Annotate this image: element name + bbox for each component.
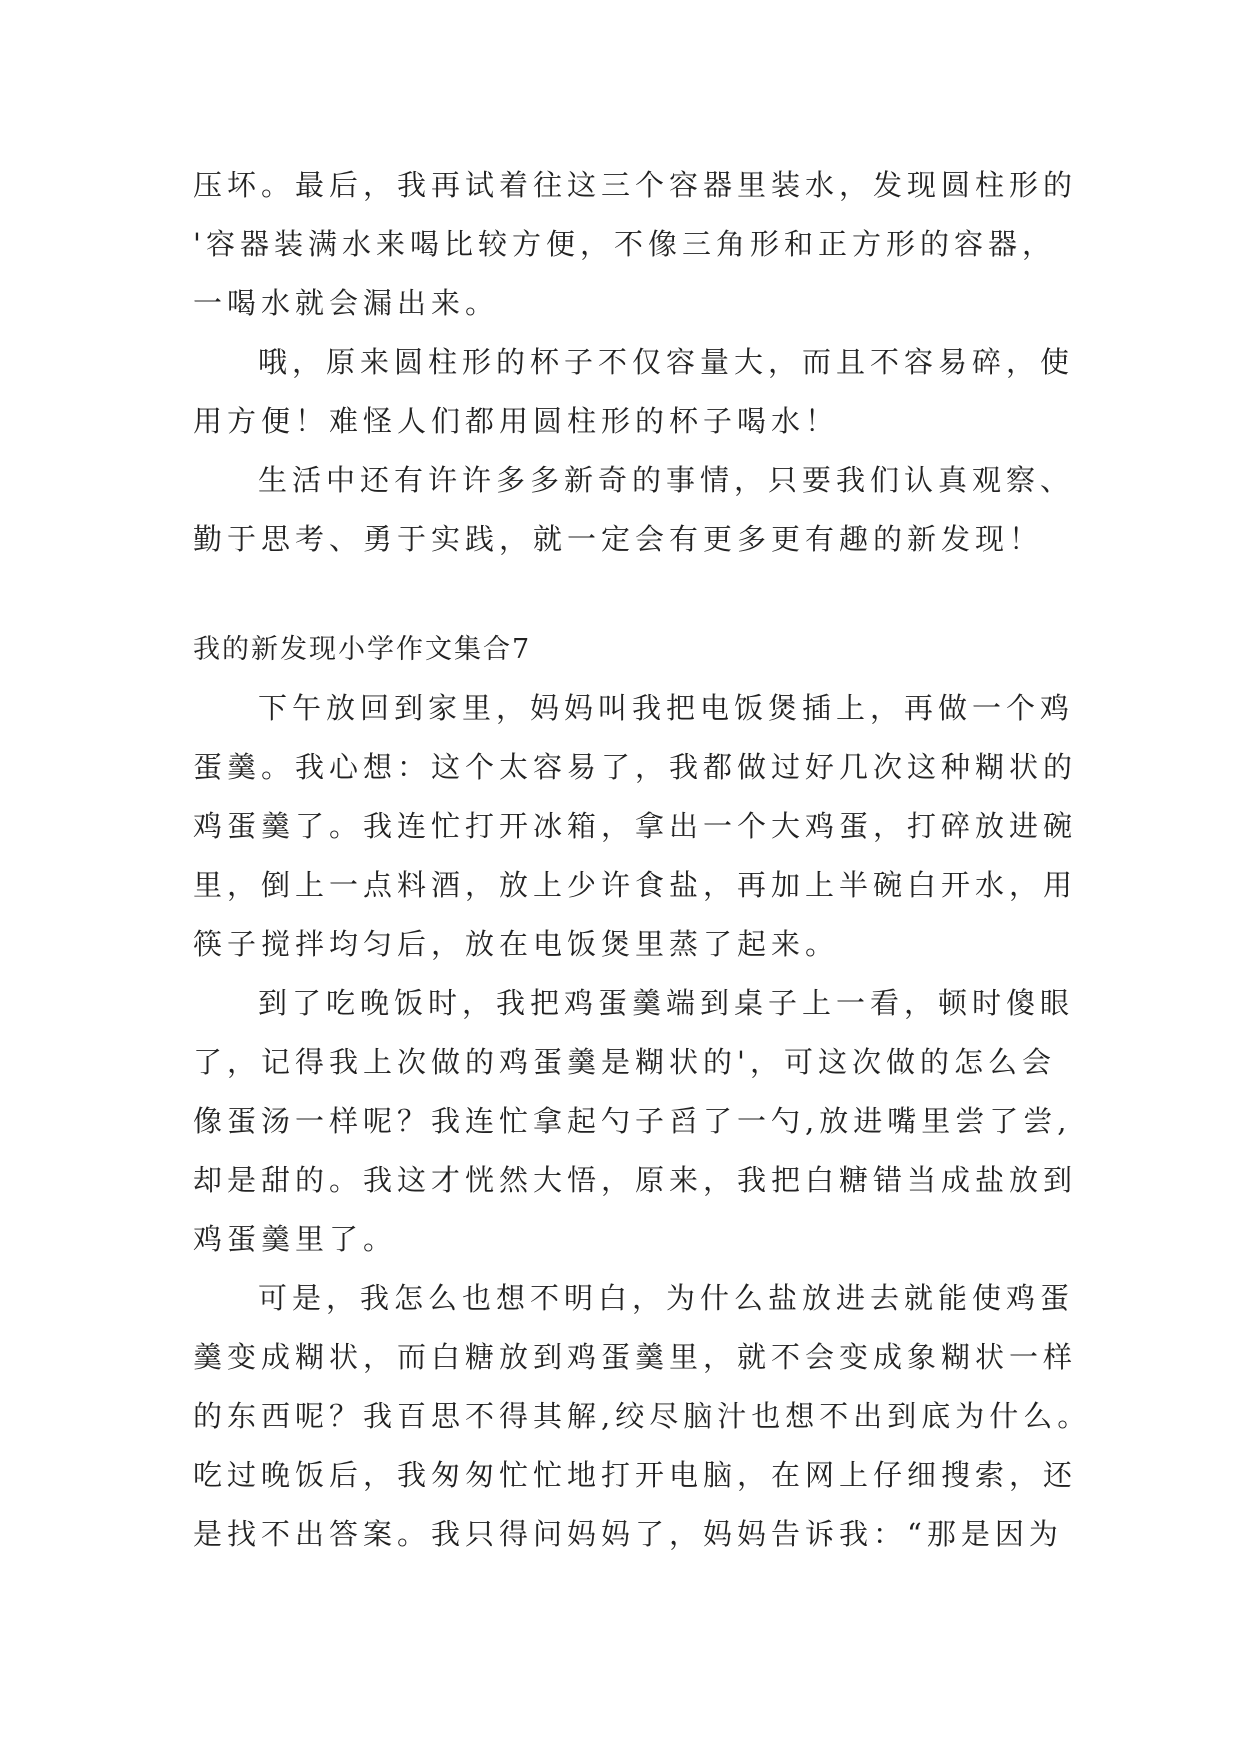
text-line: 却是甜的。我这才恍然大悟，原来，我把白糖错当成盐放到 bbox=[193, 1163, 1078, 1197]
paragraph-first-line: 生活中还有许许多多新奇的事情，只要我们认真观察、 bbox=[258, 463, 1075, 497]
text-line: 了，记得我上次做的鸡蛋羹是糊状的'，可这次做的怎么会 bbox=[193, 1045, 1056, 1079]
paragraph-first-line: 哦，原来圆柱形的杯子不仅容量大，而且不容易碎，使 bbox=[258, 345, 1075, 379]
text-line: 里，倒上一点料酒，放上少许食盐，再加上半碗白开水，用 bbox=[193, 868, 1078, 902]
text-line: 像蛋汤一样呢？我连忙拿起勺子舀了一勺,放进嘴里尝了尝, bbox=[193, 1104, 1072, 1138]
text-line: 吃过晚饭后，我匆匆忙忙地打开电脑，在网上仔细搜索，还 bbox=[193, 1458, 1078, 1492]
text-line: 鸡蛋羹了。我连忙打开冰箱，拿出一个大鸡蛋，打碎放进碗 bbox=[193, 809, 1078, 843]
text-line: 蛋羹。我心想：这个太容易了，我都做过好几次这种糊状的 bbox=[193, 750, 1078, 784]
text-line: 的东西呢？我百思不得其解,绞尽脑汁也想不出到底为什么。 bbox=[193, 1399, 1092, 1433]
paragraph-first-line: 下午放回到家里，妈妈叫我把电饭煲插上，再做一个鸡 bbox=[258, 691, 1075, 725]
text-line: 鸡蛋羹里了。 bbox=[193, 1222, 398, 1256]
text-line: '容器装满水来喝比较方便，不像三角形和正方形的容器， bbox=[193, 227, 1056, 261]
text-line: 是找不出答案。我只得问妈妈了，妈妈告诉我：“那是因为 bbox=[193, 1517, 1063, 1551]
text-line: 一喝水就会漏出来。 bbox=[193, 286, 500, 320]
text-line: 筷子搅拌均匀后，放在电饭煲里蒸了起来。 bbox=[193, 927, 840, 961]
text-line: 勤于思考、勇于实践，就一定会有更多更有趣的新发现！ bbox=[193, 522, 1044, 556]
text-line: 羹变成糊状，而白糖放到鸡蛋羹里，就不会变成象糊状一样 bbox=[193, 1340, 1078, 1374]
text-line: 用方便！难怪人们都用圆柱形的杯子喝水！ bbox=[193, 404, 840, 438]
paragraph-first-line: 到了吃晚饭时，我把鸡蛋羹端到桌子上一看，顿时傻眼 bbox=[258, 986, 1075, 1020]
section-heading: 我的新发现小学作文集合7 bbox=[193, 634, 532, 665]
paragraph-first-line: 可是，我怎么也想不明白，为什么盐放进去就能使鸡蛋 bbox=[258, 1281, 1075, 1315]
text-line: 压坏。最后，我再试着往这三个容器里装水，发现圆柱形的 bbox=[193, 168, 1078, 202]
